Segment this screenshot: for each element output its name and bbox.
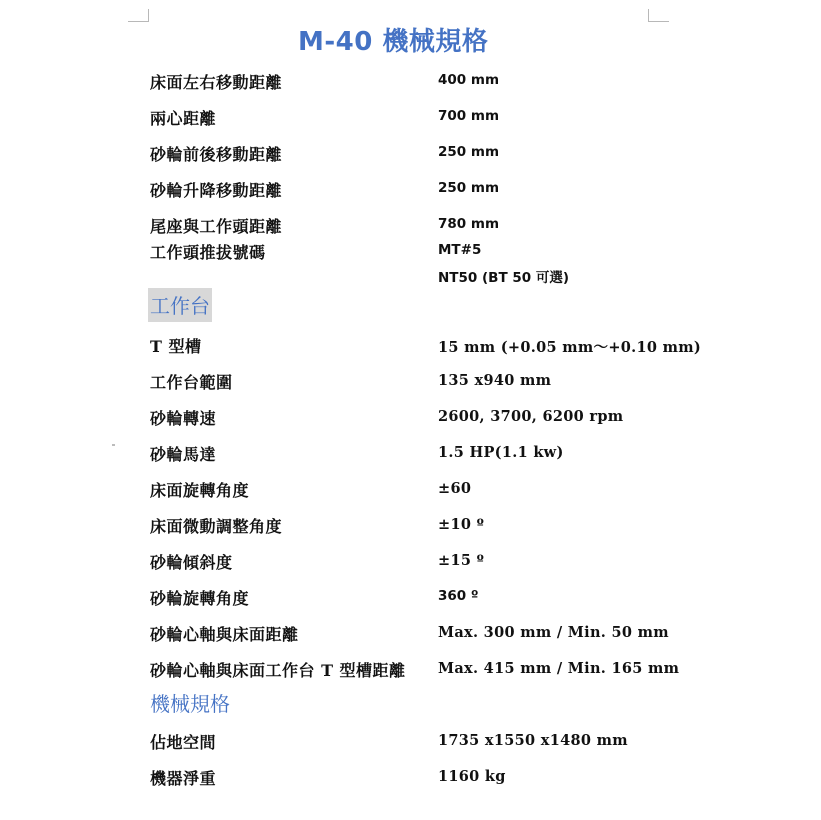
spec-value: 2600, 3700, 6200 rpm [438, 408, 624, 425]
spec-label: 佔地空間 [150, 733, 217, 752]
spec-label: 砂輪旋轉角度 [150, 589, 250, 608]
spec-value: Max. 415 mm / Min. 165 mm [438, 660, 680, 677]
spec-value: 1.5 HP(1.1 kw) [438, 444, 564, 461]
spec-value: 1735 x1550 x1480 mm [438, 732, 628, 749]
spec-value: 360 º [438, 588, 479, 604]
spec-label: 砂輪心軸與床面工作台 T 型槽距離 [150, 661, 406, 680]
spec-value: 780 mm [438, 216, 500, 232]
spec-value: ±15 º [438, 552, 485, 569]
spec-label: 機器淨重 [150, 769, 217, 788]
section-heading-machine: 機械規格 [150, 692, 230, 716]
spec-value: Max. 300 mm / Min. 50 mm [438, 624, 669, 641]
spec-value: 700 mm [438, 108, 500, 124]
spec-label: 砂輪心軸與床面距離 [150, 625, 299, 644]
spec-value: 250 mm [438, 180, 500, 196]
spec-value: ±10 º [438, 516, 485, 533]
spec-label: 砂輪升降移動距離 [150, 181, 283, 200]
spec-label: 砂輪轉速 [150, 409, 217, 428]
spec-label: 砂輪前後移動距離 [150, 145, 283, 164]
margin-corner-mark-right [648, 9, 669, 22]
section-heading-worktable: 工作台 [148, 288, 212, 322]
margin-dot [112, 444, 115, 446]
spec-value: 250 mm [438, 144, 500, 160]
spec-label: T 型槽 [150, 337, 202, 356]
spec-label: 床面左右移動距離 [150, 73, 283, 92]
spec-label: 尾座與工作頭距離 [150, 217, 283, 236]
spec-label: 兩心距離 [150, 109, 217, 128]
margin-corner-mark-left [128, 9, 149, 22]
spec-label: 床面旋轉角度 [150, 481, 250, 500]
page-title: M-40 機械規格 [298, 27, 489, 57]
spec-value-secondary: NT50 (BT 50 可選) [438, 270, 570, 286]
spec-label: 工作頭推拔號碼 [150, 243, 266, 262]
spec-value: 15 mm (+0.05 mm～+0.10 mm) [438, 339, 702, 356]
spec-value: 1160 kg [438, 768, 506, 785]
spec-label: 砂輪馬達 [150, 445, 217, 464]
spec-label: 工作台範圍 [150, 373, 233, 392]
spec-value: 400 mm [438, 72, 500, 88]
spec-value: ±60 [438, 480, 472, 497]
spec-value: MT#5 [438, 242, 482, 258]
spec-label: 床面微動調整角度 [150, 517, 283, 536]
spec-label: 砂輪傾斜度 [150, 553, 233, 572]
spec-value: 135 x940 mm [438, 372, 552, 389]
